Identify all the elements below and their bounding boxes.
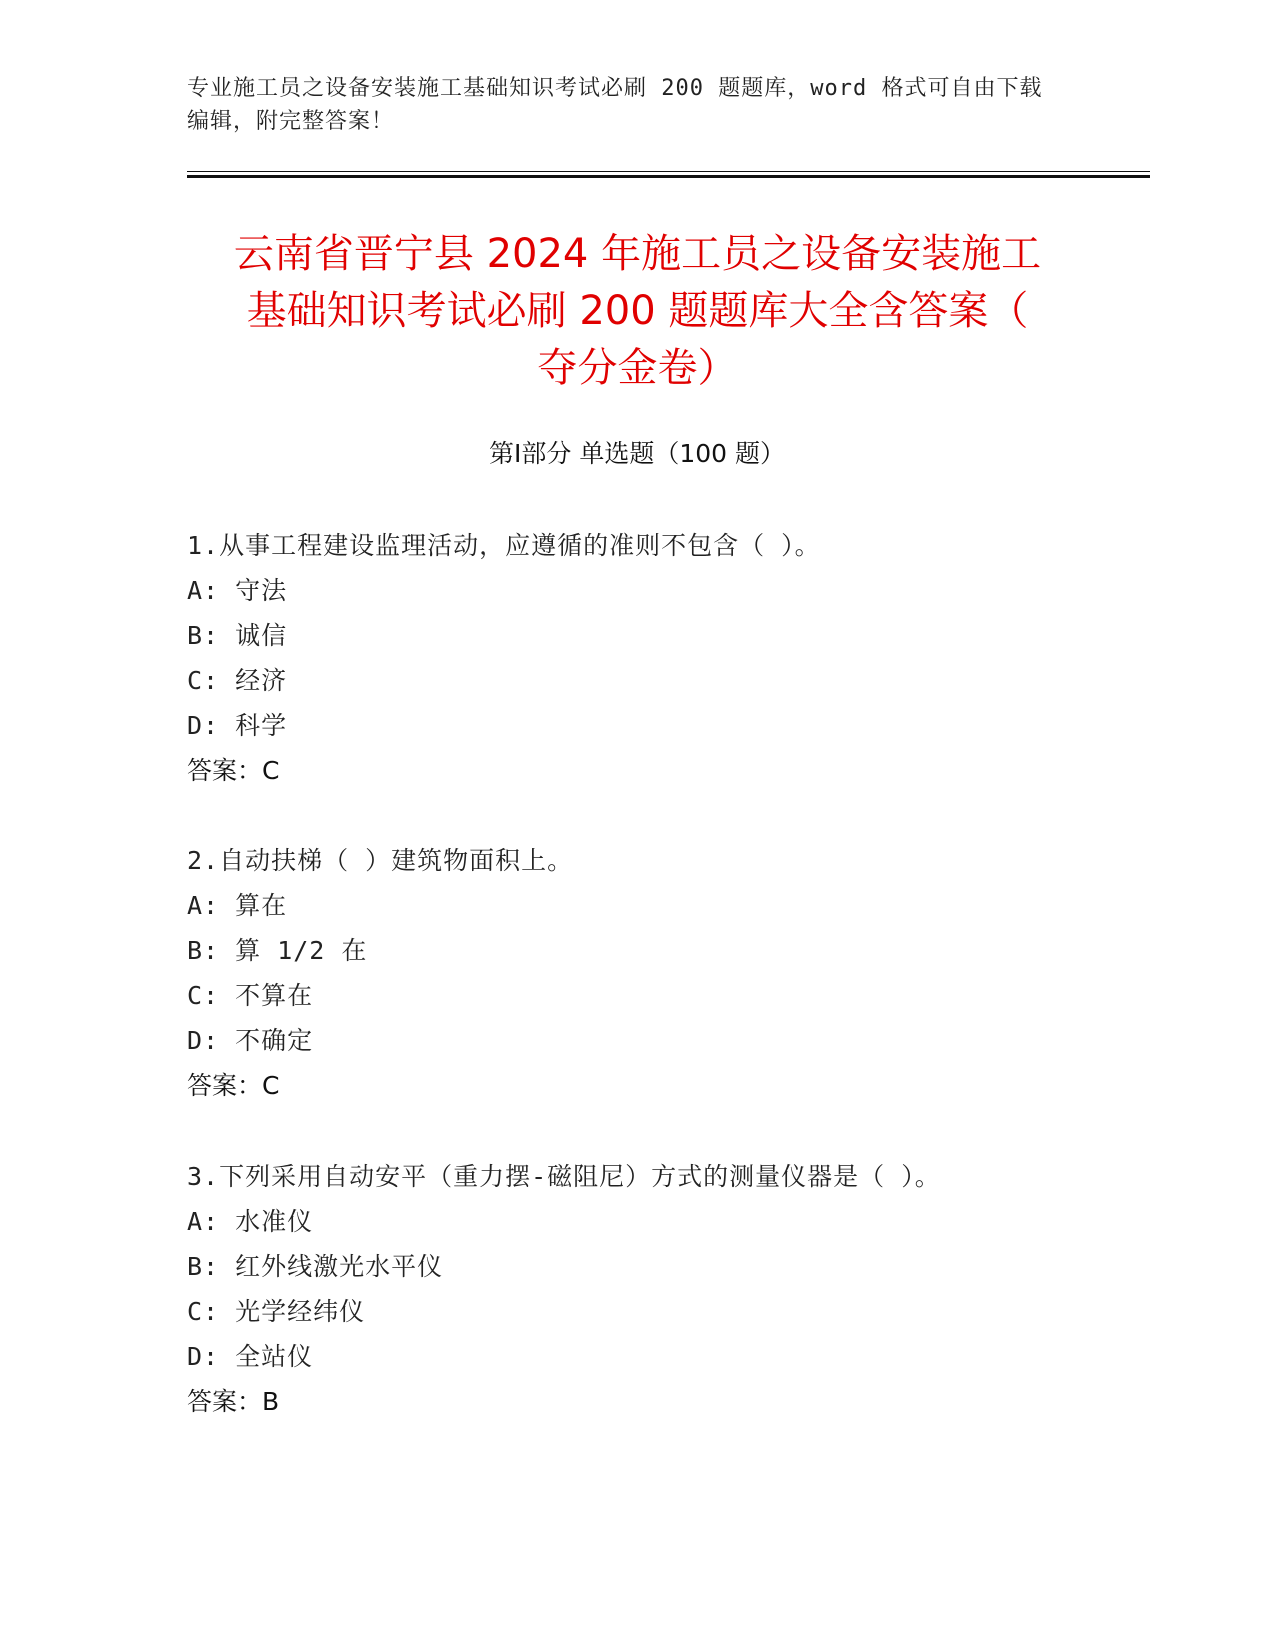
document-title — [175, 226, 1100, 397]
option-d: D: 全站仪 — [187, 1342, 314, 1371]
answer: 答案：C — [187, 1071, 280, 1100]
option-b: B: 红外线激光水平仪 — [187, 1252, 444, 1281]
header-note-line-1: 专业施工员之设备安装施工基础知识考试必刷 200 题题库，word 格式可自由下载 — [187, 76, 1043, 101]
option-b: B: 算 1/2 在 — [187, 936, 368, 965]
header-divider-thick — [187, 175, 1150, 178]
option-a: A: 算在 — [187, 891, 288, 920]
document-title-line-3: 夺分金卷） — [537, 345, 738, 391]
option-a: A: 水准仪 — [187, 1207, 314, 1236]
answer: 答案：B — [187, 1387, 280, 1416]
option-c: C: 不算在 — [187, 981, 314, 1010]
question-stem: 3.下列采用自动安平（重力摆-磁阻尼）方式的测量仪器是（ ）。 — [187, 1162, 941, 1191]
question-3 — [187, 1154, 1137, 1424]
header-note-line-2: 编辑，附完整答案！ — [187, 109, 395, 134]
document-title-line-2: 基础知识考试必刷 200 题题库大全含答案（ — [246, 288, 1029, 334]
question-2 — [187, 838, 1137, 1108]
option-b: B: 诚信 — [187, 621, 288, 650]
document-title-line-1: 云南省晋宁县 2024 年施工员之设备安装施工 — [233, 231, 1042, 277]
section-heading: 第Ⅰ部分 单选题（100 题） — [489, 439, 785, 468]
header-note — [187, 72, 1087, 138]
option-c: C: 光学经纬仪 — [187, 1297, 366, 1326]
option-d: D: 不确定 — [187, 1026, 314, 1055]
header-divider-thin — [187, 171, 1150, 172]
question-stem: 2.自动扶梯（ ）建筑物面积上。 — [187, 846, 574, 875]
option-c: C: 经济 — [187, 666, 288, 695]
option-d: D: 科学 — [187, 711, 288, 740]
answer: 答案：C — [187, 756, 280, 785]
question-stem: 1.从事工程建设监理活动，应遵循的准则不包含（ ）。 — [187, 531, 821, 560]
question-1 — [187, 523, 1137, 793]
option-a: A: 守法 — [187, 576, 288, 605]
